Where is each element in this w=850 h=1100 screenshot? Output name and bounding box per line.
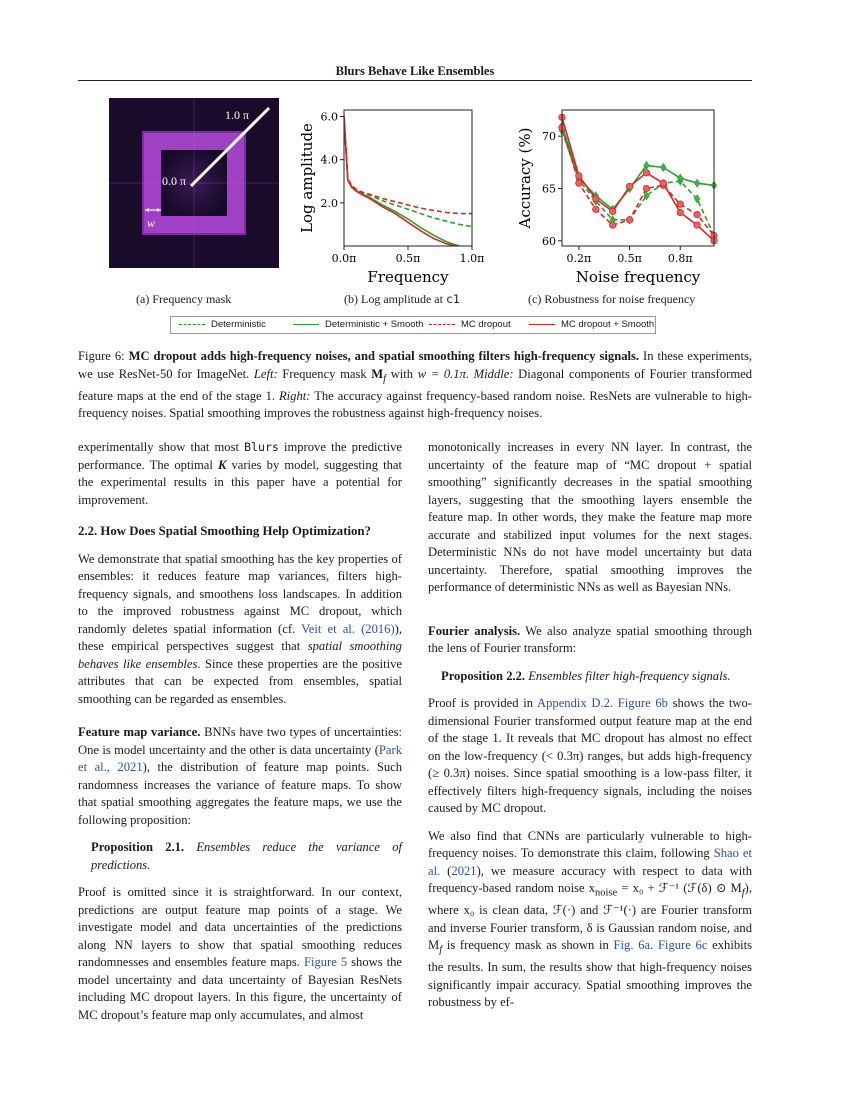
data-point xyxy=(694,211,700,217)
text: ), the distribution of feature map points. Such randomness increases the variance of feature maps. To show that spatial smoothing aggregates the feature maps, we use the following proposition: xyxy=(78,760,403,827)
right-paragraph-1 xyxy=(428,623,752,658)
data-point xyxy=(609,208,615,214)
proposition-text: Ensembles reduce the variance of predictions. xyxy=(91,840,402,872)
text: shows the model uncertainty and data uncertainty of Bayesian ResNets including MC dropout layers. In this figure, the uncertainty of MC dropout’s feature map only accumulates, and almost xyxy=(78,955,402,1022)
series-line-0 xyxy=(344,117,472,227)
data-point xyxy=(593,206,599,212)
frequency-mask-image xyxy=(109,98,279,268)
x-tick-label: 0.8π xyxy=(667,252,693,265)
text: Proof is omitted since it is straightforward. In our context, predictions are output feature map points of a stage. We investigate model and data uncertainties of the predictions along NN layers to show that spatial smoothing reduces randomnesses and ensembles feature maps. xyxy=(78,885,402,969)
text: We demonstrate that spatial smoothing has the key properties of ensembles: it reduces feature map variances, filters high-frequency signals, and smoothens loss landscapes. In addition to the improved robustness against MC dropout, which randomly deletes spatial information (cf. xyxy=(78,551,402,636)
data-point xyxy=(660,180,666,186)
figure-6 xyxy=(78,96,758,441)
right-paragraph-2 xyxy=(428,695,752,818)
legend-label: Deterministic + Smooth xyxy=(325,319,424,330)
caption-b xyxy=(344,292,460,307)
data-point xyxy=(626,217,632,223)
caption-text: The accuracy against frequency-based random noise. ResNets are vulnerable to high-frequency noises. Spatial smoothing improves the robustness against high-frequency noises. xyxy=(78,388,753,421)
x-tick-label: 0.0π xyxy=(331,252,357,265)
proposition-label: Proposition 2.1. xyxy=(91,840,185,854)
y-axis-label: Accuracy (%) xyxy=(516,127,534,229)
caption-c: (c) Robustness for noise frequency xyxy=(528,292,696,306)
figure-caption-bold: MC dropout adds high-frequency noises, and spatial smoothing filters high-frequency signals. xyxy=(128,349,640,363)
paragraph-heading-fmv: Feature map variance. xyxy=(78,725,201,739)
x-tick-label: 1.0π xyxy=(459,252,485,265)
series-line-3 xyxy=(344,117,472,249)
legend-swatch xyxy=(293,324,319,325)
data-point xyxy=(626,183,632,189)
data-point xyxy=(694,222,700,228)
legend-item-mc-dropout xyxy=(429,319,511,330)
x-tick-label: 0.5π xyxy=(617,252,642,265)
y-tick-label: 4.0 xyxy=(320,153,338,167)
text: . xyxy=(650,938,658,953)
text: We also analyze spatial smoothing through the lens of Fourier transform: xyxy=(428,623,752,655)
text: We also find that CNNs are particularly vulnerable to high-frequency noises. To demonstrate this claim, following xyxy=(428,828,752,860)
caption-left: Left: xyxy=(253,366,278,381)
text: ( xyxy=(440,863,452,878)
left-column xyxy=(78,439,402,1034)
legend-swatch xyxy=(179,324,205,325)
mask-label-center: 0.0 π xyxy=(162,174,187,188)
reference-appendix-d2[interactable]: Appendix D.2. xyxy=(537,696,614,710)
caption-b-text: (b) Log amplitude at xyxy=(344,292,446,306)
legend-label: MC dropout xyxy=(461,319,511,330)
data-point xyxy=(661,164,666,172)
y-tick-label: 65 xyxy=(542,182,556,196)
text: is frequency mask as shown in xyxy=(442,938,614,953)
data-point xyxy=(643,185,649,191)
data-point xyxy=(643,170,649,176)
citation-shao[interactable]: Shao et al. xyxy=(428,846,752,878)
citation-park[interactable]: Park et al., 2021 xyxy=(78,742,402,774)
y-tick-label: 70 xyxy=(542,130,556,144)
caption-mask-symbol: M xyxy=(371,366,384,381)
proposition-label: Proposition 2.2. xyxy=(441,668,526,683)
section-heading-2-2: 2.2. How Does Spatial Smoothing Help Optimization? xyxy=(78,524,371,538)
figure-legend xyxy=(170,316,656,334)
reference-figure-5[interactable]: Figure 5 xyxy=(303,955,348,969)
y-tick-label: 6.0 xyxy=(320,110,338,124)
plot-area xyxy=(344,117,472,249)
symbol-k: K xyxy=(217,457,227,472)
data-point xyxy=(593,196,599,202)
subscript: f xyxy=(741,887,745,899)
data-point xyxy=(576,180,582,186)
axes-frame xyxy=(344,110,472,246)
caption-a: (a) Frequency mask xyxy=(136,292,232,306)
text: ), we measure accuracy with respect to data with frequency-based random noise x xyxy=(428,863,753,895)
paragraph-heading-fourier: Fourier analysis. xyxy=(428,623,521,638)
series-line-1 xyxy=(344,117,472,249)
caption-middle: Middle: xyxy=(473,366,514,381)
y-tick-label: 60 xyxy=(542,234,556,248)
citation-veit[interactable]: Veit et al. (2016) xyxy=(301,621,395,636)
legend-label: Deterministic xyxy=(211,319,266,330)
text: shows the two-dimensional Fourier transformed output feature map at the end of the stage 1. It reveals that MC dropout has almost no effect on the low-frequency (< 0.3π) ranges, but adds high-frequency (≥ 0.3π) noises. Since spatial smoothing is a low-pass filter, it effectively filters high-frequency signals, including the noises caused by MC dropout. xyxy=(428,696,753,815)
y-axis-label: Log amplitude xyxy=(298,123,316,233)
mask-label-width: w xyxy=(147,216,156,230)
code-blurs: Blurs xyxy=(244,440,279,454)
legend-swatch xyxy=(429,324,455,325)
caption-mask-sub: f xyxy=(383,373,387,385)
caption-text: . xyxy=(465,366,474,381)
reference-fig-6a[interactable]: Fig. 6a xyxy=(613,938,651,953)
series-line-2 xyxy=(344,117,472,214)
header-rule xyxy=(78,80,752,81)
reference-figure-6c[interactable]: Figure 6c xyxy=(657,938,708,953)
left-paragraph-3 xyxy=(78,884,402,1024)
data-point xyxy=(677,209,683,215)
right-paragraph-0: monotonically increases in every NN layer. In contrast, the uncertainty of the feature map of “MC dropout + spatial smoothing” significantly decreases in the spatial smoothing layers, suggesting that the smoothing layers ensemble the feature map. In other words, they make the feature map more accurate and stabilized input volumes for the next stages. Deterministic NNs do not have model uncertainty but data uncertainty. Therefore, spatial smoothing improves the performance of deterministic NNs as well as Bayesian NNs. xyxy=(428,440,752,594)
subscript: noise xyxy=(595,887,618,899)
left-paragraph-1 xyxy=(78,551,402,709)
right-paragraph-3 xyxy=(428,828,752,1012)
text: ), where x₀ is clean data, ℱ(·) and ℱ⁻¹(·) are Fourier transform and inverse Fourier transform, δ is Gaussian random noise, and M xyxy=(428,881,752,953)
citation-shao-year[interactable]: 2021 xyxy=(451,863,477,878)
y-tick-label: 2.0 xyxy=(320,196,338,210)
x-axis-label: Noise frequency xyxy=(575,268,701,286)
text: BNNs have two types of uncertainties: One is model uncertainty and the other is data uncertainty ( xyxy=(78,725,402,757)
log-amplitude-chart xyxy=(292,96,485,288)
text: . Since these properties are the positive attributes that can be expected from ensembles, spatial smoothing can be regarded as ensembles. xyxy=(78,656,402,706)
text: experimentally show that most xyxy=(78,440,245,454)
legend-item-mc-dropout-smooth xyxy=(529,319,654,330)
left-paragraph-2 xyxy=(78,724,402,829)
x-tick-label: 0.2π xyxy=(566,252,592,265)
figure-label: Figure 6: xyxy=(78,349,125,363)
x-axis-label: Frequency xyxy=(367,268,449,286)
text: varies by model, suggesting that the experimental results in this paper have a potential for improvement. xyxy=(78,457,402,507)
caption-text: Diagonal components of Fourier transformed feature maps at the end of the stage 1. xyxy=(78,366,753,403)
left-paragraph-0 xyxy=(78,439,402,509)
text: ), these empirical perspectives suggest that xyxy=(78,621,402,653)
running-head: Blurs Behave Like Ensembles xyxy=(335,64,495,78)
caption-b-code: c1 xyxy=(445,292,460,306)
caption-text: In these experiments, we use ResNet-50 for ImageNet. xyxy=(78,349,752,381)
series-line-1 xyxy=(562,126,714,210)
caption-w-expr: w = 0.1π xyxy=(417,366,466,381)
legend-label: MC dropout + Smooth xyxy=(561,319,655,330)
data-point xyxy=(694,179,699,187)
legend-swatch xyxy=(529,324,555,325)
caption-right: Right: xyxy=(278,388,311,403)
data-point xyxy=(576,173,582,179)
subscript: f xyxy=(439,944,443,956)
proposition-2-1 xyxy=(91,839,402,874)
text: Proof is provided in xyxy=(428,696,538,710)
text: = x₀ + ℱ⁻¹ (ℱ(δ) ⊙ M xyxy=(617,881,742,895)
text: improve the predictive performance. The optimal xyxy=(78,440,403,472)
data-point xyxy=(609,222,615,228)
plot-area xyxy=(559,114,717,244)
mask-label-outer: 1.0 π xyxy=(225,108,250,122)
proposition-2-2 xyxy=(441,668,752,686)
caption-text: Frequency mask xyxy=(277,366,372,381)
proposition-text: Ensembles filter high-frequency signals. xyxy=(525,668,731,683)
series-line-3 xyxy=(562,117,714,241)
reference-figure-6b[interactable]: Figure 6b xyxy=(617,696,668,710)
caption-text: with xyxy=(386,366,418,381)
right-column xyxy=(428,439,752,1022)
figure-caption xyxy=(78,348,752,423)
text: exhibits the results. In sum, the results show that high-frequency noises significantly impair accuracy. Spatial smoothing improves the robustness by ef- xyxy=(428,938,753,1010)
robustness-chart xyxy=(518,96,718,288)
legend-item-deterministic-smooth xyxy=(293,319,423,330)
data-point xyxy=(677,201,683,207)
x-tick-label: 0.5π xyxy=(395,252,421,265)
legend-item-deterministic xyxy=(179,319,266,330)
emphasis: spatial smoothing behaves like ensembles xyxy=(78,639,402,671)
